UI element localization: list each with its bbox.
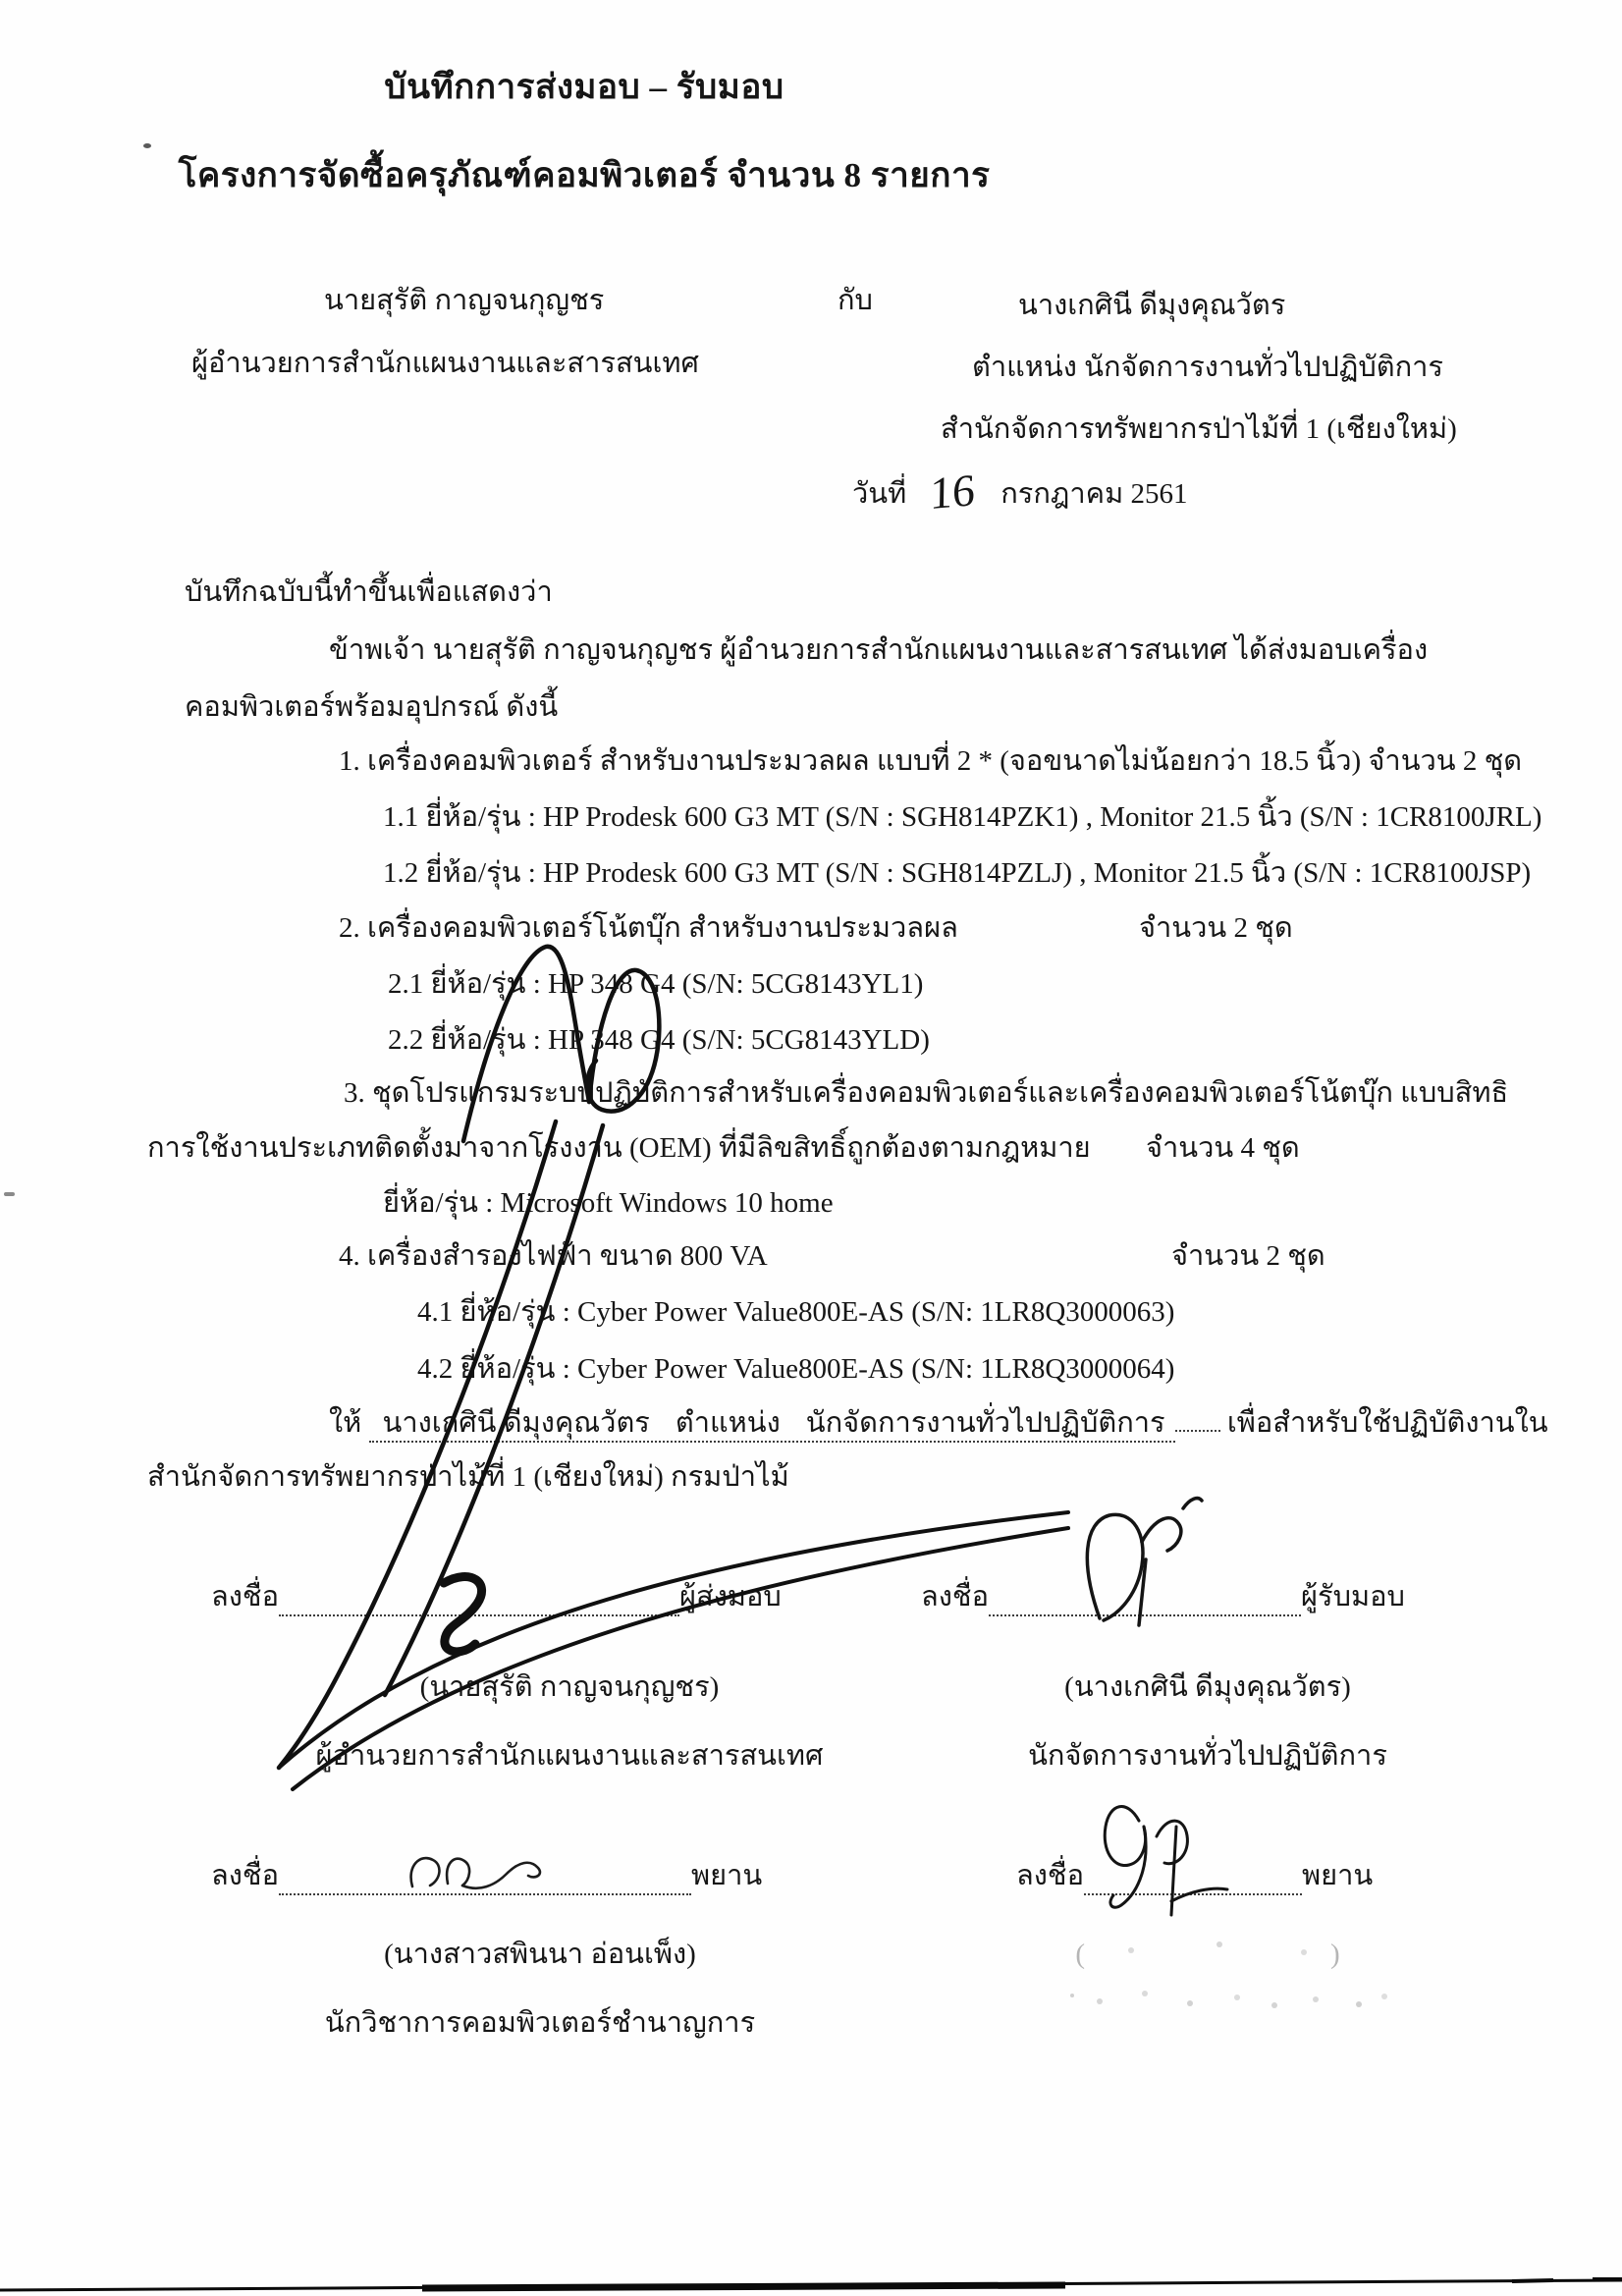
witness-right-signature-line <box>1084 1858 1302 1895</box>
date-label: วันที่ <box>852 478 907 510</box>
item-2: 2. เครื่องคอมพิวเตอร์โน้ตบุ๊ก สำหรับงานประมวลผล <box>339 912 958 944</box>
document-title-line1: บันทึกการส่งมอบ – รับมอบ <box>384 68 784 106</box>
handwritten-day: 16 <box>929 464 976 519</box>
closing-position: นักจัดการงานทั่วไปปฏิบัติการ <box>805 1407 1165 1439</box>
item-1-2: 1.2 ยี่ห้อ/รุ่น : HP Prodesk 600 G3 MT (S/N : SGH814PZLJ) , Monitor 21.5 นิ้ว (S/N : 1CR8100JSP) <box>383 857 1532 889</box>
witness-right-signature-row <box>1016 1858 1373 1895</box>
sign-label: ลงชื่อ <box>921 1581 990 1613</box>
closing-to: ให้ <box>329 1407 362 1439</box>
witness-right-faded-title-specks <box>1070 1994 1074 1997</box>
closing-tail: เพื่อสำหรับใช้ปฏิบัติงานใน <box>1226 1407 1548 1439</box>
witness-left-printed-name: (นางสาวสพินนา อ่อนเพ็ง) <box>384 1939 696 1970</box>
item-3-quantity: จำนวน 4 ชุด <box>1146 1132 1300 1164</box>
faded-paren-open: ( <box>1075 1939 1085 1970</box>
scan-speck <box>143 143 151 148</box>
item-4-quantity: จำนวน 2 ชุด <box>1171 1240 1325 1272</box>
item-4: 4. เครื่องสำรองไฟฟ้า ขนาด 800 VA <box>339 1240 768 1272</box>
receiver-printed-name: (นางเกศินี ดีมุงคุณวัตร) <box>1064 1671 1351 1703</box>
witness-left-signature-row <box>211 1858 762 1895</box>
faded-paren-close: ) <box>1330 1939 1340 1970</box>
memo-intro: บันทึกฉบับนี้ทำขึ้นเพื่อแสดงว่า <box>185 576 553 608</box>
sender-role-label: ผู้ส่งมอบ <box>679 1581 782 1613</box>
witness-right-faded-name <box>982 1937 1433 1974</box>
receiver-position: ตำแหน่ง นักจัดการงานทั่วไปปฏิบัติการ <box>972 352 1443 383</box>
receiver-role-label: ผู้รับมอบ <box>1301 1581 1405 1613</box>
receiver-signature-row <box>921 1579 1405 1616</box>
sender-printed-name: (นายสุรัติ กาญจนกุญชร) <box>419 1671 720 1703</box>
deliverer-name: นายสุรัติ กาญจนกุญชร <box>324 285 605 316</box>
closing-dotted-trail <box>1175 1401 1220 1432</box>
document-title-line2: โครงการจัดซื้อครุภัณฑ์คอมพิวเตอร์ จำนวน 8 รายการ <box>178 156 991 194</box>
date-month-year: กรกฎาคม 2561 <box>1000 478 1188 510</box>
item-2-quantity: จำนวน 2 ชุด <box>1139 912 1293 944</box>
sign-label: ลงชื่อ <box>211 1581 280 1613</box>
closing-fill-in <box>369 1407 1175 1443</box>
receiver-name: นางเกศินี ดีมุงคุณวัตร <box>1018 290 1286 321</box>
closing-line-1 <box>329 1401 1548 1443</box>
sign-label: ลงชื่อ <box>211 1860 280 1892</box>
closing-position-label: ตำแหน่ง <box>675 1407 781 1439</box>
item-2-2: 2.2 ยี่ห้อ/รุ่น : HP 348 G4 (S/N: 5CG8143YLD) <box>388 1024 930 1056</box>
memo-paragraph-1: ข้าพเจ้า นายสุรัติ กาญจนกุญชร ผู้อำนวยการสำนักแผนงานและสารสนเทศ ได้ส่งมอบเครื่อง <box>329 634 1429 666</box>
item-2-1: 2.1 ยี่ห้อ/รุ่น : HP 348 G4 (S/N: 5CG8143YL1) <box>388 968 924 1000</box>
memo-paragraph-2: คอมพิวเตอร์พร้อมอุปกรณ์ ดังนี้ <box>185 691 559 723</box>
scan-speck <box>4 1192 15 1196</box>
sign-label: ลงชื่อ <box>1016 1860 1085 1892</box>
witness-left-printed-title: นักวิชาการคอมพิวเตอร์ชำนาญการ <box>324 2007 756 2039</box>
deliverer-title: ผู้อำนวยการสำนักแผนงานและสารสนเทศ <box>191 348 699 379</box>
receiver-office: สำนักจัดการทรัพยากรป่าไม้ที่ 1 (เชียงใหม่) <box>941 413 1457 445</box>
conjunction-label: กับ <box>838 285 873 316</box>
item-3-line1: 3. ชุดโปรแกรมระบบปฏิบัติการสำหรับเครื่องคอมพิวเตอร์และเครื่องคอมพิวเตอร์โน้ตบุ๊ก แบบสิทธิ <box>344 1077 1509 1109</box>
witness-left-role-label: พยาน <box>691 1860 763 1892</box>
item-3-line2: การใช้งานประเภทติดตั้งมาจากโรงงาน (OEM) ที่มีลิขสิทธิ์ถูกต้องตามกฎหมาย <box>147 1132 1091 1164</box>
item-4-2: 4.2 ยี่ห้อ/รุ่น : Cyber Power Value800E-AS (S/N: 1LR8Q3000064) <box>417 1353 1175 1385</box>
date-line <box>852 464 1188 519</box>
closing-line-2: สำนักจัดการทรัพยากรป่าไม้ที่ 1 (เชียงใหม่) กรมป่าไม้ <box>147 1461 789 1493</box>
receiver-printed-title: นักจัดการงานทั่วไปปฏิบัติการ <box>1028 1740 1387 1772</box>
scan-artifact-line <box>0 2279 1622 2290</box>
item-1: 1. เครื่องคอมพิวเตอร์ สำหรับงานประมวลผล แบบที่ 2 * (จอขนาดไม่น้อยกว่า 18.5 นิ้ว) จำนวน 2 ชุด <box>339 745 1523 777</box>
receiver-signature-line <box>989 1579 1301 1616</box>
item-4-1: 4.1 ยี่ห้อ/รุ่น : Cyber Power Value800E-AS (S/N: 1LR8Q3000063) <box>417 1296 1175 1328</box>
sender-signature-row <box>211 1579 782 1616</box>
closing-receiver-name: นางเกศินี ดีมุงคุณวัตร <box>382 1407 650 1439</box>
sender-signature-line <box>279 1579 679 1616</box>
witness-right-role-label: พยาน <box>1302 1860 1374 1892</box>
item-3-brand: ยี่ห้อ/รุ่น : Microsoft Windows 10 home <box>383 1187 834 1219</box>
sender-printed-title: ผู้อำนวยการสำนักแผนงานและสารสนเทศ <box>315 1740 824 1772</box>
witness-left-signature-line <box>279 1858 691 1895</box>
item-1-1: 1.1 ยี่ห้อ/รุ่น : HP Prodesk 600 G3 MT (S/N : SGH814PZK1) , Monitor 21.5 นิ้ว (S/N : 1CR8100JRL) <box>383 801 1542 833</box>
